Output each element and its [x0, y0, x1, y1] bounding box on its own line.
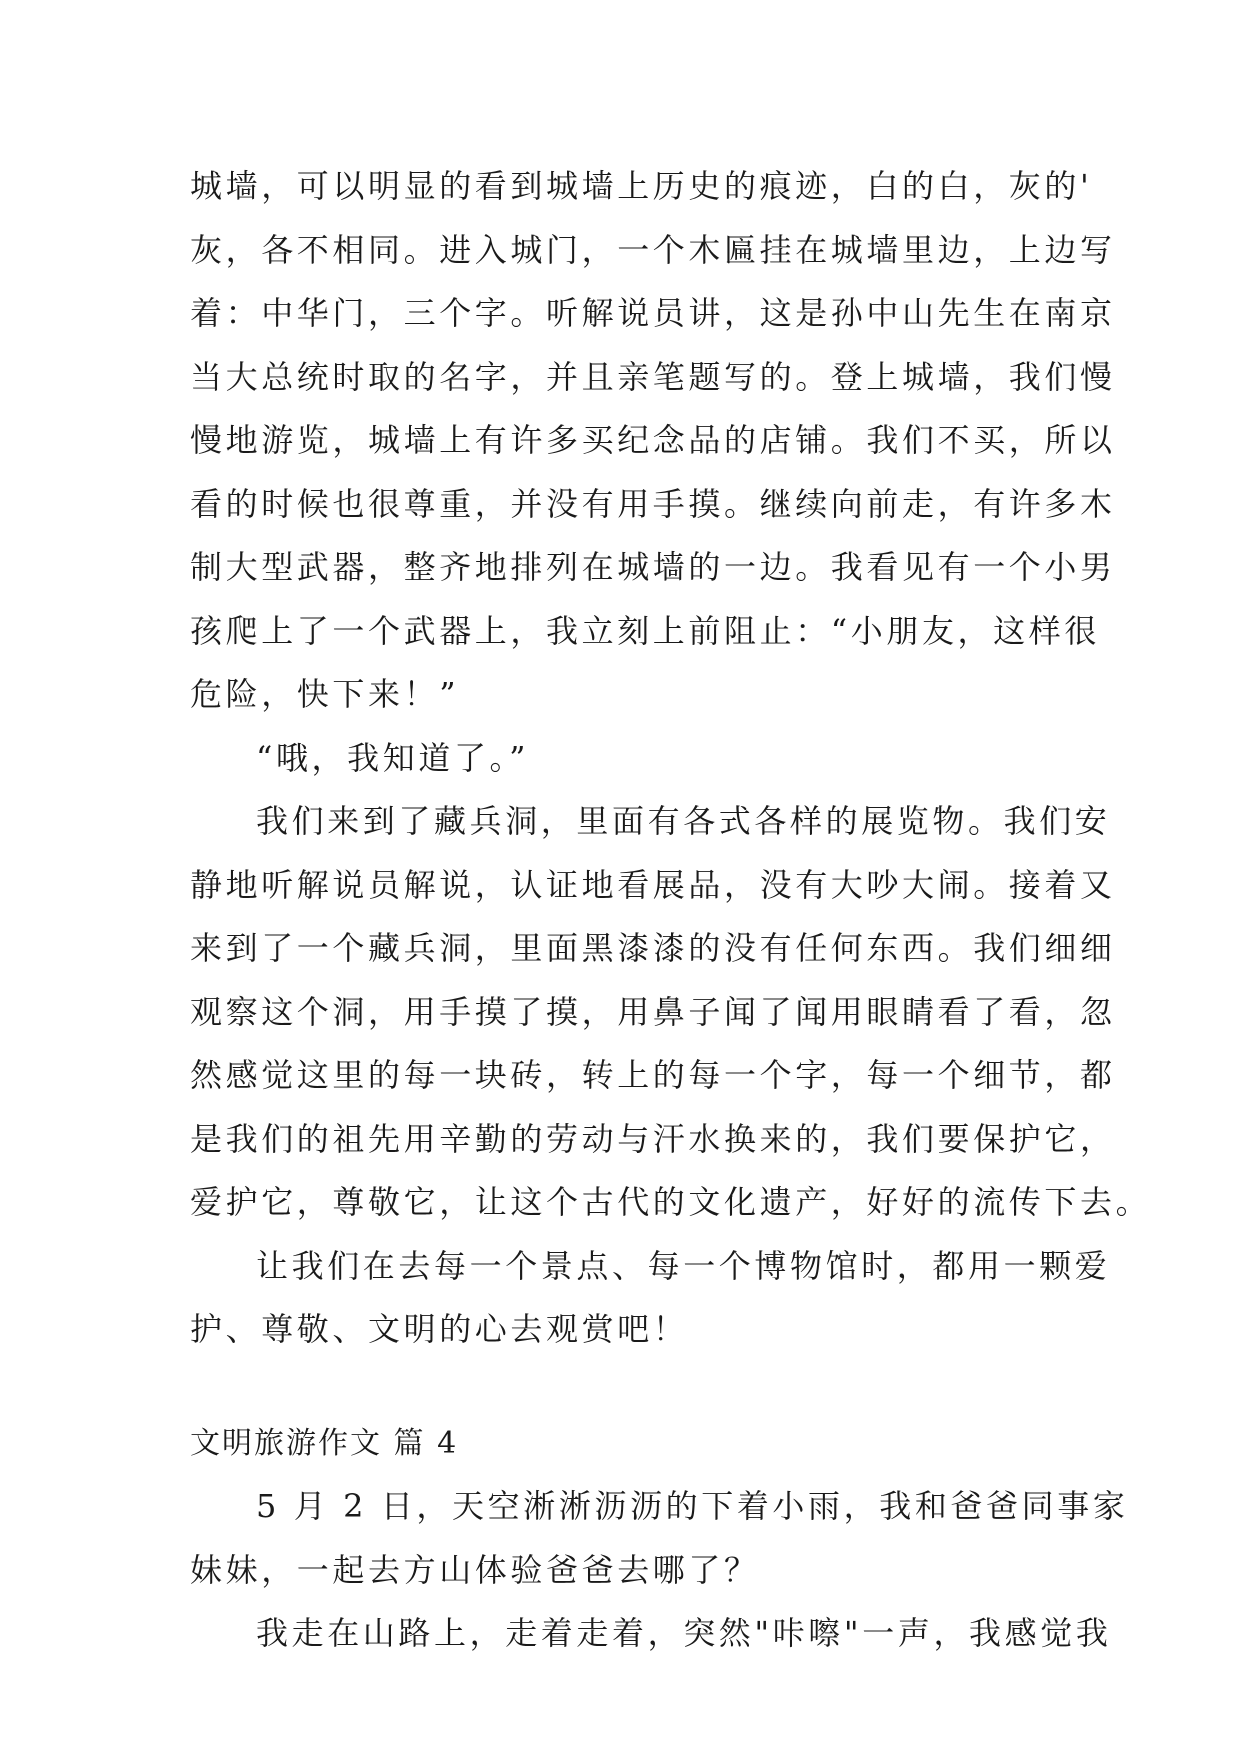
document-body — [190, 155, 1152, 1666]
section-heading: 文明旅游作文 篇 4 — [190, 1425, 459, 1461]
text-line: 着：中华门，三个字。听解说员讲，这是孙中山先生在南京 — [190, 294, 1116, 332]
text-line: 然感觉这里的每一块砖，转上的每一个字，每一个细节，都 — [190, 1056, 1116, 1094]
text-line: 爱护它，尊敬它，让这个古代的文化遗产，好好的流传下去。 — [190, 1183, 1152, 1221]
text-line: 慢地游览，城墙上有许多买纪念品的店铺。我们不买，所以 — [190, 421, 1116, 459]
section-gap — [190, 1362, 1060, 1412]
text-line: 来到了一个藏兵洞，里面黑漆漆的没有任何东西。我们细细 — [190, 929, 1116, 967]
text-line: 城墙，可以明显的看到城墙上历史的痕迹，白的白，灰的' — [190, 167, 1093, 205]
text-line: 孩爬上了一个武器上，我立刻上前阻止：“小朋友，这样很 — [190, 611, 1100, 650]
paragraph-start-line: 我们来到了藏兵洞，里面有各式各样的展览物。我们安 — [256, 802, 1111, 840]
text-line: 是我们的祖先用辛勤的劳动与汗水换来的，我们要保护它， — [190, 1119, 1116, 1158]
text-line: 观察这个洞，用手摸了摸，用鼻子闻了闻用眼睛看了看，忽 — [190, 992, 1116, 1031]
text-line: 当大总统时取的名字，并且亲笔题写的。登上城墙，我们慢 — [190, 357, 1116, 396]
text-line: 危险，快下来！” — [190, 675, 460, 713]
text-line: 看的时候也很尊重，并没有用手摸。继续向前走，有许多木 — [190, 484, 1116, 523]
text-line: 妹妹，一起去方山体验爸爸去哪了？ — [190, 1550, 760, 1589]
text-line: 静地听解说员解说，认证地看展品，没有大吵大闹。接着又 — [190, 865, 1116, 904]
text-line: 制大型武器，整齐地排列在城墙的一边。我看见有一个小男 — [190, 548, 1116, 586]
paragraph-start-line: 让我们在去每一个景点、每一个博物馆时，都用一颗爱 — [256, 1246, 1111, 1285]
text-line: 灰，各不相同。进入城门，一个木匾挂在城墙里边，上边写 — [190, 230, 1116, 269]
paragraph-start-line: 5 月 2 日，天空淅淅沥沥的下着小雨，我和爸爸同事家 — [256, 1487, 1129, 1525]
paragraph-start-line: 我走在山路上，走着走着，突然"咔嚓"一声，我感觉我 — [256, 1614, 1112, 1652]
dialogue-line: “哦，我知道了。” — [256, 738, 530, 777]
text-line: 护、尊敬、文明的心去观赏吧！ — [190, 1310, 689, 1348]
